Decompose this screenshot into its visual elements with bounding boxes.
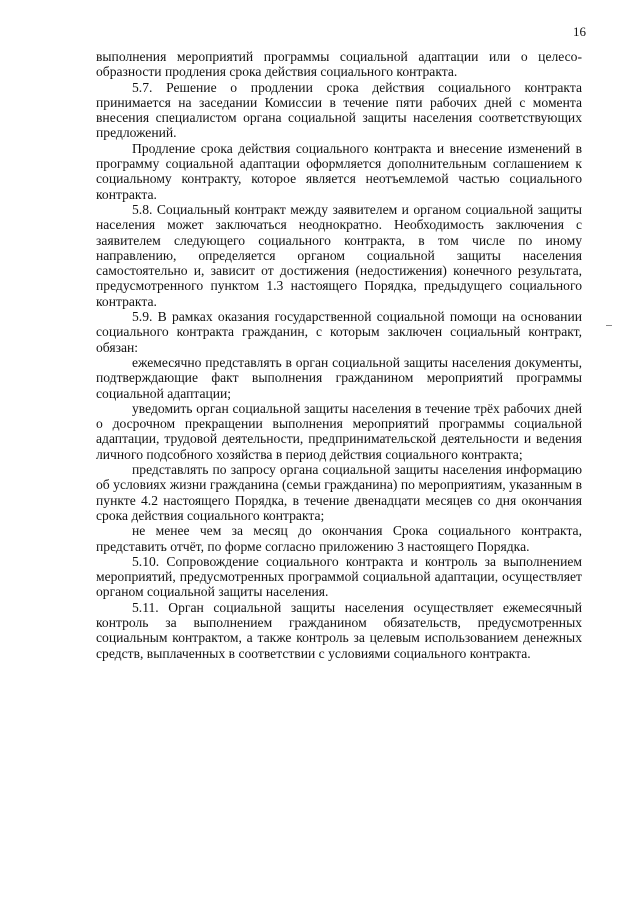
paragraph-5-10: 5.10. Сопровождение социального контракта и контроль за выполнением мероприятий, предусмотренных программой социальной адаптации, осуществляет органом социальной защиты населения. <box>96 553 582 600</box>
paragraph-continuation: выполнения мероприятий программы социальной адаптации или о целесообразности продления срока действия социального контракта. <box>96 49 582 80</box>
paragraph-5-9-item-monthly-documents: ежемесячно представлять в орган социальной защиты населения документы, подтверждающие факт выполнения гражданином мероприятий программы социальной адаптации; <box>96 354 582 401</box>
scan-mark <box>606 325 612 326</box>
paragraph-5-9-item-submit-report: не менее чем за месяц до окончания Срока социального контракта, представить отчёт, по форме согласно приложению 3 настоящего Порядка. <box>96 523 582 554</box>
paragraph-5-11: 5.11. Орган социальной защиты населения осуществляет ежемесячный контроль за выполнением гражданином обязательств, предусмотренных социальным контрактом, а также контроль за целевым использованием денежных средств, выплаченных в соответствии с условиями социального контракта. <box>96 599 582 661</box>
paragraph-5-9: 5.9. В рамках оказания государственной социальной помощи на основании социального контракта гражданин, с которым заключен социальный контракт, обязан: <box>96 309 582 355</box>
paragraph-5-7-extension: Продление срока действия социального контракта и внесение изменений в программу социальной адаптации оформляется дополнительным соглашением к социальному контракту, которое является неотъемлемой частью социального контракта. <box>96 140 582 202</box>
paragraph-5-9-item-provide-information: представлять по запросу органа социальной защиты населения информацию об условиях жизни гражданина (семьи гражданина) по мероприятиям, указанным в пункте 4.2 настоящего Порядка, в течение двенадцати месяцев со дня окончания срока действия социального контракта; <box>96 462 582 523</box>
paragraph-5-9-item-notify-termination: уведомить орган социальной защиты населения в течение трёх рабочих дней о досрочном прекращении выполнения мероприятий программы социальной адаптации, трудовой деятельности, предпринимательской деятельности и ведения личного подсобного хозяйства в период действия социального контракта; <box>96 400 582 462</box>
document-body <box>96 49 582 661</box>
paragraph-5-8: 5.8. Социальный контракт между заявителем и органом социальной защиты населения может заключаться неоднократно. Необходимость заключения с заявителем следующего социального контракта, в том числе по иному направлению, определяется органом социальной защиты населения самостоятельно и, зависит от достижения (недостижения) конечного результата, предусмотренного пунктом 1.3 настоящего Порядка, предыдущего социального контракта. <box>96 201 582 309</box>
paragraph-5-7: 5.7. Решение о продлении срока действия социального контракта принимается на заседании Комиссии в течение пяти рабочих дней с момента внесения специалистом органа социальной защиты населения соответствующих предложений. <box>96 79 582 141</box>
page-number: 16 <box>573 24 586 39</box>
